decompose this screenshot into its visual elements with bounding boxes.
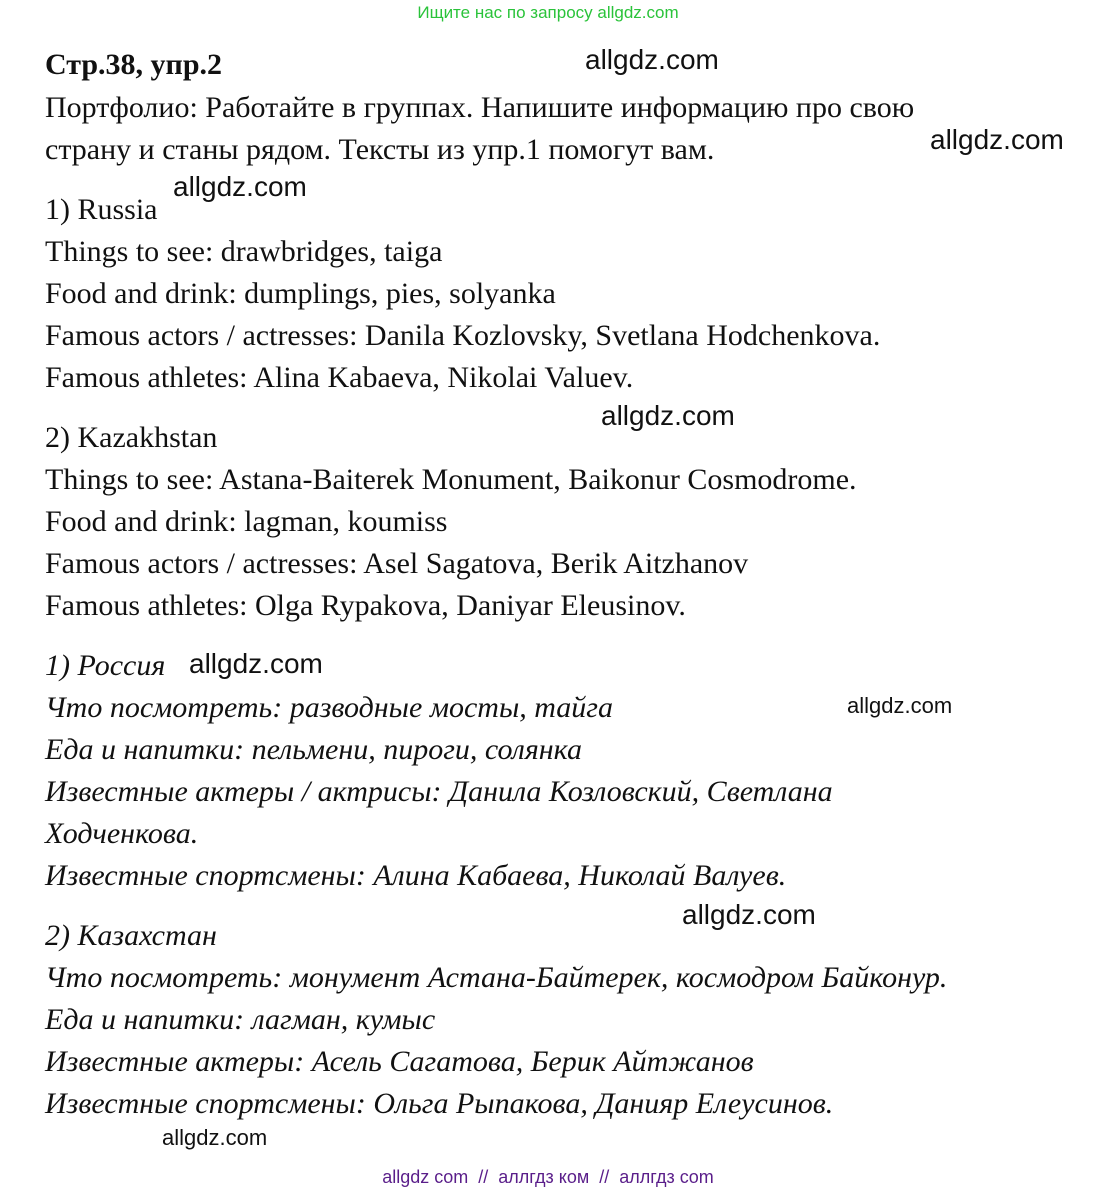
text-line: Известные спортсмены: Алина Кабаева, Николай Валуев. — [45, 859, 787, 892]
watermark: allgdz.com — [585, 44, 719, 75]
text-line: Известные спортсмены: Ольга Рыпакова, Данияр Елеусинов. — [45, 1087, 834, 1120]
text-line: Известные актеры / актрисы: Данила Козловский, Светлана — [45, 775, 833, 808]
watermark: allgdz.com — [601, 400, 735, 431]
text-line: Food and drink: lagman, koumiss — [45, 505, 448, 538]
text-line: Что посмотреть: разводные мосты, тайга — [45, 691, 613, 724]
text-line: Еда и напитки: лагман, кумыс — [45, 1003, 436, 1036]
watermark: allgdz.com — [682, 899, 816, 930]
header-banner[interactable]: Ищите нас по запросу allgdz.com — [417, 3, 679, 22]
text-line: Food and drink: dumplings, pies, solyanka — [45, 277, 556, 310]
section-heading: 1) Russia — [45, 193, 158, 226]
text-line: Ходченкова. — [45, 817, 199, 850]
text-line: Еда и напитки: пельмени, пироги, солянка — [45, 733, 582, 766]
section-heading: 1) Россия — [45, 649, 166, 682]
text-line: Things to see: drawbridges, taiga — [45, 235, 443, 268]
footer-links[interactable]: allgdz com // аллгдз ком // аллгдз com — [382, 1167, 714, 1187]
text-line: Известные актеры: Асель Сагатова, Берик Айтжанов — [45, 1045, 754, 1078]
watermark: allgdz.com — [189, 648, 323, 679]
page-title: Стр.38, упр.2 — [45, 48, 223, 81]
section-heading: 2) Kazakhstan — [45, 421, 218, 454]
text-line: Famous athletes: Olga Rypakova, Daniyar Eleusinov. — [45, 589, 686, 622]
text-line: Famous actors / actresses: Danila Kozlovsky, Svetlana Hodchenkova. — [45, 319, 881, 352]
section-heading: 2) Казахстан — [45, 919, 217, 952]
watermark: allgdz.com — [847, 693, 953, 718]
watermark: allgdz.com — [930, 124, 1064, 155]
text-line: Things to see: Astana-Baiterek Monument, Baikonur Cosmodrome. — [45, 463, 857, 496]
text-line: Famous actors / actresses: Asel Sagatova, Berik Aitzhanov — [45, 547, 749, 580]
watermark: allgdz.com — [162, 1125, 268, 1150]
watermark: allgdz.com — [173, 171, 307, 202]
text-line: Famous athletes: Alina Kabaeva, Nikolai Valuev. — [45, 361, 634, 394]
task-line: Портфолио: Работайте в группах. Напишите информацию про свою — [45, 91, 915, 124]
text-line: Что посмотреть: монумент Астана-Байтерек, космодром Байконур. — [45, 961, 948, 994]
task-line: страну и станы рядом. Тексты из упр.1 помогут вам. — [45, 133, 715, 166]
